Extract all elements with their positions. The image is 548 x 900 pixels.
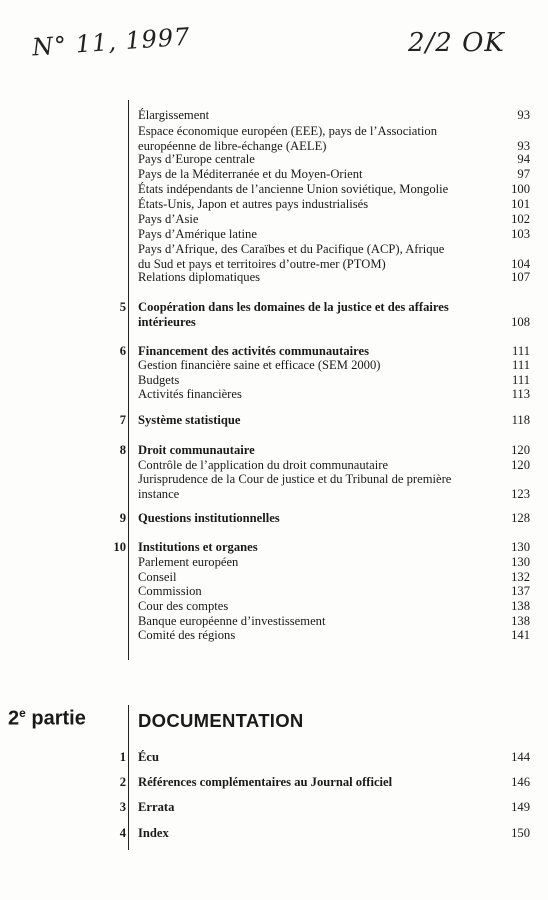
toc-entry-text: Banque européenne d’investissement	[138, 614, 326, 628]
toc-section-number: 5	[119, 300, 126, 314]
toc-section-number: 10	[113, 540, 126, 554]
toc-entry-text: Coopération dans les domaines de la justice et des affaires	[138, 300, 449, 314]
toc-page-number: 97	[517, 167, 530, 181]
toc-entry-text: européenne de libre-échange (AELE)	[138, 138, 327, 153]
toc-section-number: 6	[119, 344, 126, 358]
vertical-rule-lower	[128, 705, 129, 850]
toc-page-number: 111	[512, 373, 530, 387]
toc-page-number: 104	[511, 256, 530, 271]
part-superscript: e	[19, 706, 26, 720]
toc-entry	[138, 628, 530, 643]
toc-entry-text: Index	[138, 826, 169, 840]
toc-entry-text: Écu	[138, 750, 159, 764]
handwritten-issue-note: N° 11, 1997	[31, 22, 192, 62]
toc-entry	[138, 800, 530, 815]
toc-page-number: 100	[511, 182, 530, 196]
toc-entry-text: Pays d’Europe centrale	[138, 152, 255, 166]
toc-entry-text: Comité des régions	[138, 628, 236, 642]
toc-entry	[138, 108, 530, 123]
toc-page-number: 113	[511, 387, 530, 401]
toc-entry-text: Conseil	[138, 570, 177, 584]
toc-entry-text: Questions institutionnelles	[138, 511, 280, 525]
toc-page-number: 138	[511, 599, 530, 613]
toc-page-number: 111	[512, 344, 530, 358]
toc-entry	[138, 826, 530, 841]
toc-section-number: 9	[119, 511, 126, 525]
toc-entry	[138, 197, 530, 212]
toc-entry	[138, 242, 530, 271]
toc-entry-text: Système statistique	[138, 413, 241, 427]
part-label	[8, 706, 86, 731]
toc-page-number: 128	[511, 511, 530, 525]
toc-entry	[138, 167, 530, 182]
toc-entry	[138, 584, 530, 599]
toc-entry-text: Financement des activités communautaires	[138, 344, 369, 358]
handwritten-check-note: 2/2 OK	[408, 28, 505, 58]
part-number: 2	[8, 707, 20, 730]
toc-entry	[138, 614, 530, 629]
toc-page-number: 123	[511, 486, 530, 501]
toc-entry-text: Parlement européen	[138, 555, 239, 569]
toc-entry-text: Gestion financière saine et efficace (SEM 2000)	[138, 358, 381, 372]
vertical-rule-upper	[128, 100, 129, 660]
toc-page-number: 101	[511, 197, 530, 211]
toc-page-number: 107	[511, 270, 530, 284]
toc-entry	[138, 358, 530, 373]
toc-entry	[138, 472, 530, 501]
toc-page-number: 120	[511, 458, 530, 472]
toc-entry	[138, 152, 530, 167]
toc-page-number: 120	[511, 443, 530, 457]
toc-entry	[138, 555, 530, 570]
toc-entry-text: États indépendants de l’ancienne Union soviétique, Mongolie	[138, 182, 449, 196]
toc-entry	[138, 373, 530, 388]
toc-page-number: 108	[511, 314, 530, 329]
toc-entry	[138, 182, 530, 197]
toc-entry-text: Activités financières	[138, 387, 242, 401]
toc-page-number: 144	[511, 750, 530, 764]
toc-entry	[138, 458, 530, 473]
toc-entry-text: Relations diplomatiques	[138, 270, 261, 284]
toc-section-number: 3	[119, 800, 126, 814]
toc-page-number: 93	[517, 138, 530, 153]
toc-entry-text: Pays d’Asie	[138, 212, 199, 226]
toc-entry	[138, 750, 530, 765]
toc-entry	[138, 570, 530, 585]
toc-section-number: 7	[119, 413, 126, 427]
toc-entry	[138, 270, 530, 285]
toc-entry	[138, 300, 530, 329]
toc-entry-text: du Sud et pays et territoires d’outre-mer (PTOM)	[138, 256, 386, 271]
toc-entry-text: Cour des comptes	[138, 599, 229, 613]
toc-page-number: 132	[511, 570, 530, 584]
toc-entry-text: Institutions et organes	[138, 540, 258, 554]
toc-entry	[138, 599, 530, 614]
toc-entry	[138, 212, 530, 227]
toc-page-number: 130	[511, 555, 530, 569]
toc-page-number: 130	[511, 540, 530, 554]
toc-page-number: 150	[511, 826, 530, 840]
toc-entry	[138, 540, 530, 555]
toc-page-number: 93	[517, 108, 530, 122]
toc-section-number: 1	[119, 750, 126, 764]
toc-section-number: 4	[119, 826, 126, 840]
toc-page-number: 141	[511, 628, 530, 642]
toc-page-number: 138	[511, 614, 530, 628]
toc-page-number: 111	[512, 358, 530, 372]
toc-entry	[138, 344, 530, 359]
toc-page-number: 146	[511, 775, 530, 789]
toc-entry-text: Errata	[138, 800, 175, 814]
toc-entry-text: Contrôle de l’application du droit communautaire	[138, 458, 389, 472]
toc-page-number: 149	[511, 800, 530, 814]
toc-entry-text: intérieures	[138, 314, 196, 329]
toc-page-number: 94	[517, 152, 530, 166]
toc-entry	[138, 227, 530, 242]
toc-entry-text: États-Unis, Japon et autres pays industrialisés	[138, 197, 369, 211]
toc-entry-text: Droit communautaire	[138, 443, 255, 457]
toc-entry	[138, 775, 530, 790]
toc-section-number: 2	[119, 775, 126, 789]
toc-entry-text: Espace économique européen (EEE), pays de l’Association	[138, 124, 437, 138]
toc-entry-text: Budgets	[138, 373, 180, 387]
toc-page-number: 118	[511, 413, 530, 427]
toc-entry-text: Pays de la Méditerranée et du Moyen-Orient	[138, 167, 363, 181]
toc-page-number: 102	[511, 212, 530, 226]
toc-entry-text: Pays d’Afrique, des Caraïbes et du Pacifique (ACP), Afrique	[138, 242, 445, 256]
part-title: DOCUMENTATION	[138, 710, 304, 731]
toc-section-number: 8	[119, 443, 126, 457]
toc-entry-text: instance	[138, 486, 180, 501]
toc-page-number: 137	[511, 584, 530, 598]
toc-entry	[138, 124, 530, 153]
toc-entry	[138, 443, 530, 458]
toc-entry-text: Jurisprudence de la Cour de justice et du Tribunal de première	[138, 472, 452, 486]
toc-entry	[138, 511, 530, 526]
toc-entry	[138, 413, 530, 428]
toc-entry	[138, 387, 530, 402]
toc-entry-text: Références complémentaires au Journal officiel	[138, 775, 393, 789]
toc-entry-text: Pays d’Amérique latine	[138, 227, 257, 241]
part-word: partie	[31, 707, 86, 730]
toc-page-number: 103	[511, 227, 530, 241]
toc-entry-text: Commission	[138, 584, 202, 598]
toc-entry-text: Élargissement	[138, 108, 210, 122]
